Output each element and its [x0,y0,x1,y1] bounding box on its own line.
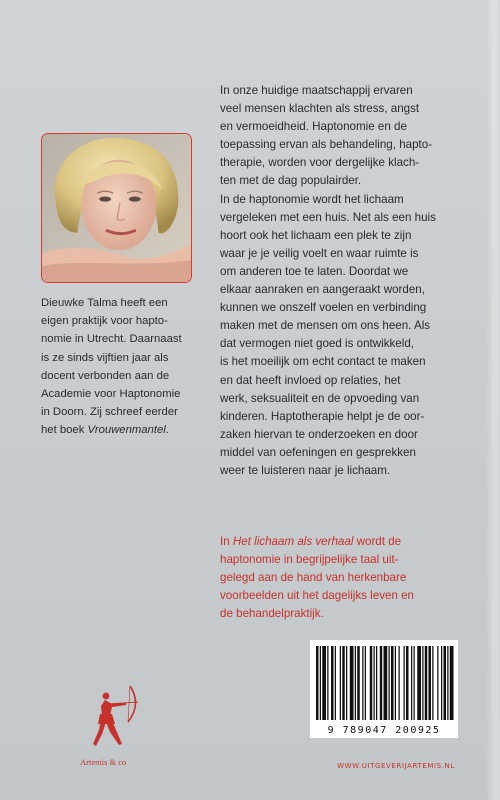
tagline-line: gelegd aan de hand van herkenbare [220,571,407,585]
bio-line: het boek [41,424,88,437]
barcode-bar [425,646,428,720]
barcode-bar [444,646,447,720]
barcode-bar [340,646,341,720]
description-line: zaken hiervan te onderzoeken en door [220,427,418,441]
barcode-bar [411,646,412,720]
description-line: weer te luisteren naar je lichaam. [220,463,391,477]
publisher-website: WWW.UITGEVERIJARTEMIS.NL [337,762,455,770]
description-line: elkaar aanraken en aangeraakt worden, [220,283,425,297]
barcode-bar [355,646,356,720]
barcode-bar [320,646,321,720]
description-line: werk, seksualiteit en de opvoeding van [220,391,420,405]
barcode-bar [357,646,360,720]
barcode-bar [327,646,328,720]
book-title: Het lichaam als verhaal [232,535,354,548]
tagline-first-rest: wordt de [353,535,402,548]
description-line: en dat heeft invloed op relaties, het [220,373,401,387]
barcode-bar [322,646,326,720]
archer-figure-icon [90,682,142,752]
description-line: veel mensen klachten als stress, angst [220,102,420,116]
publisher-name: Artemis & co [80,757,127,767]
author-bio [41,294,201,440]
bio-end-punct: . [165,424,169,437]
barcode-bar [395,646,396,720]
barcode-bar [404,646,405,720]
tagline-line: de behandelpraktijk. [220,607,324,621]
bio-line: Academie voor Haptonomie [41,388,181,401]
barcode-bar [441,646,442,720]
bio-line: is ze sinds vijftien jaar als [41,351,169,364]
barcode-bar [376,646,377,720]
description-line: is het moeilijk om echt contact te maken [220,355,426,369]
description-line: toepassing ervan als behandeling, hapto- [220,138,433,152]
previous-book-title: Vrouwenmantel [87,424,166,437]
barcode-bar [342,646,345,720]
barcode-bar [362,646,363,720]
tagline-first-line [220,533,460,551]
description-line: In onze huidige maatschappij ervaren [220,84,413,97]
barcode-bar [370,646,373,720]
bio-line: Dieuwke Talma heeft een [41,297,168,309]
barcode-bar [380,646,383,720]
tagline-line: haptonomie in begrijpelijke taal uit- [220,553,399,567]
bio-line: in Doorn. Zij schreef eerder [41,406,178,419]
barcode-bar [437,646,438,720]
description-line: In de haptonomie wordt het lichaam [220,192,404,206]
description-line: waar je je veilig voelt en waar ruimte is [220,246,419,260]
description-line: vergeleken met een huis. Net als een huis [220,210,436,224]
barcode-bar [365,646,366,720]
description-line: kinderen. Haptotherapie helpt je de oor- [220,409,425,423]
isbn-number: 9 789047 200925 [327,725,441,736]
author-photo [41,133,192,283]
description-line: ten met de dag populairder. [220,174,362,188]
barcode-bar [350,646,354,720]
barcode-bar [447,646,448,720]
author-portrait-image [42,134,191,282]
barcode-bars [310,640,458,724]
bio-line: eigen praktijk voor hapto- [41,315,168,328]
description-line: therapie, worden voor dergelijke klach- [220,156,420,170]
barcode-bar [384,646,388,720]
description-line: om anderen toe te laten. Doordat we [220,264,409,278]
barcode-bar [316,646,319,720]
barcode-bar [374,646,375,720]
barcode-bar [391,646,394,720]
barcode-bar [422,646,423,720]
tagline-line: voorbeelden uit het dagelijks leven en [220,589,415,603]
book-tagline [220,533,460,623]
barcode-bar [331,646,334,720]
barcode-bar [429,646,432,720]
isbn-barcode [310,640,458,738]
barcode-bar [399,646,400,720]
description-line: en vermoeidheid. Haptonomie en de [220,120,407,134]
barcode-bar [414,646,415,720]
barcode-bar [417,646,421,720]
barcode-bar [335,646,336,720]
bio-line-last [41,421,201,439]
barcode-bar [346,646,347,720]
book-description [220,82,460,480]
bio-line: nomie in Utrecht. Daarnaast [41,333,182,346]
description-line: kunnen we onszelf voelen en verbinding [220,301,427,315]
description-line: maken met de mensen om ons heen. Als [220,319,431,333]
barcode-bar [406,646,409,720]
tagline-prefix: In [220,535,233,548]
barcode-bar [389,646,390,720]
description-line: dat vermogen niet goed is ontwikkeld, [220,337,414,351]
barcode-bar [432,646,433,720]
description-line: hoort ook het lichaam een plek te zijn [220,228,412,242]
description-line: middel van oefeningen en gesprekken [220,445,416,459]
bio-line: docent verbonden aan de [41,369,170,382]
barcode-bar [450,646,454,720]
